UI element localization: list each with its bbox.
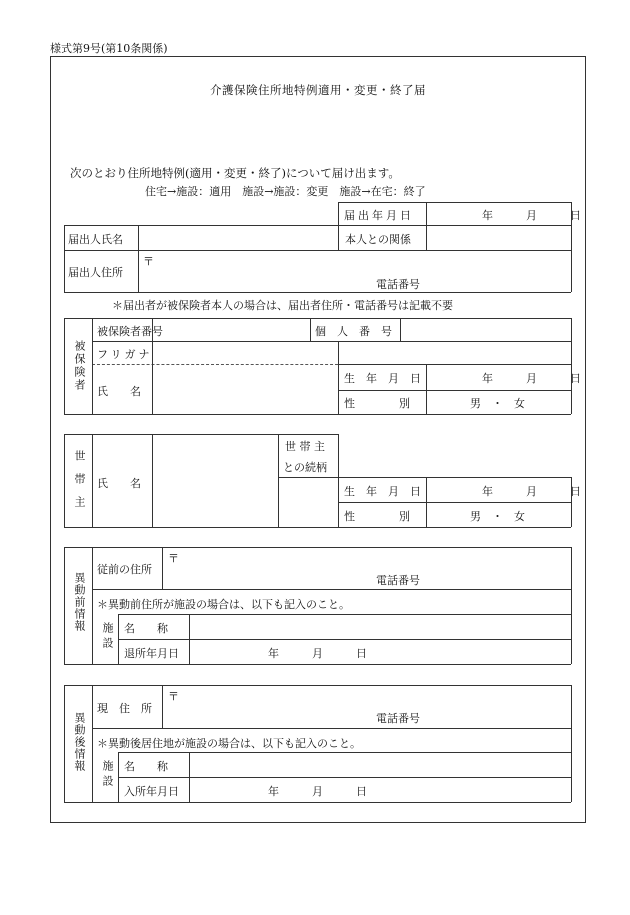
after-facility-name-label: 名 称 xyxy=(124,760,168,773)
postal-mark: 〒 xyxy=(143,255,154,268)
phone-label: 電話番号 xyxy=(376,278,420,291)
insured-name-label: 氏 名 xyxy=(97,385,141,398)
before-address-field[interactable] xyxy=(163,548,570,588)
householder-sex-label: 性 別 xyxy=(344,510,410,523)
insured-birth-value[interactable]: 年 月 日 xyxy=(482,372,581,385)
date-label: 届出年月日 xyxy=(344,209,414,222)
householder-birth-value[interactable]: 年 月 日 xyxy=(482,485,581,498)
after-date-label: 入所年月日 xyxy=(124,785,179,798)
insured-furigana-field[interactable] xyxy=(153,342,337,363)
after-address-field[interactable] xyxy=(163,686,570,727)
before-address-label: 従前の住所 xyxy=(97,563,152,576)
householder-name-label: 氏 名 xyxy=(97,477,141,490)
before-facility-name-label: 名 称 xyxy=(124,622,168,635)
applicant-address-label: 届出人住所 xyxy=(68,266,123,279)
date-value[interactable]: 年 月 日 xyxy=(482,209,581,222)
applicant-name-label: 届出人氏名 xyxy=(68,233,123,246)
after-postal-mark: 〒 xyxy=(168,690,179,703)
form-code: 様式第9号(第10条関係) xyxy=(50,42,168,55)
insured-section-label: 被保険者 xyxy=(73,340,86,392)
before-facility-label: 施設 xyxy=(101,622,114,652)
householder-relation-label-2: との続柄 xyxy=(283,461,327,474)
after-note: ＊異動後居住地が施設の場合は、以下も記入のこと。 xyxy=(97,737,361,750)
applicant-note: ＊届出者が被保険者本人の場合は、届出者住所・電話番号は記載不要 xyxy=(112,299,453,312)
insured-sex-label: 性 別 xyxy=(344,397,410,410)
householder-relation-field[interactable] xyxy=(279,478,337,526)
intro-text: 次のとおり住所地特例(適用・変更・終了)について届け出ます。 xyxy=(70,166,400,180)
form-title: 介護保険住所地特例適用・変更・終了届 xyxy=(210,83,426,97)
subnote-text: 住宅→施設：適用 施設→施設：変更 施設→在宅：終了 xyxy=(145,185,426,198)
after-date-value[interactable]: 年 月 日 xyxy=(268,785,367,798)
before-phone-label: 電話番号 xyxy=(376,574,420,587)
relation-label: 本人との関係 xyxy=(345,233,411,246)
insured-mynumber-field[interactable] xyxy=(401,319,570,340)
before-note: ＊異動前住所が施設の場合は、以下も記入のこと。 xyxy=(97,598,350,611)
insured-sex-value[interactable]: 男 ・ 女 xyxy=(470,397,525,410)
after-section-label: 異動後情報 xyxy=(73,712,86,772)
before-facility-name-field[interactable] xyxy=(190,615,570,638)
before-date-label: 退所年月日 xyxy=(124,647,179,660)
householder-name-field[interactable] xyxy=(153,435,277,526)
after-facility-label: 施設 xyxy=(101,760,114,790)
insured-furigana-label: フリガナ xyxy=(97,348,153,361)
householder-relation-label-1: 世 帯 主 xyxy=(285,440,325,453)
insured-birth-label: 生 年 月 日 xyxy=(344,372,421,385)
after-phone-label: 電話番号 xyxy=(376,712,420,725)
relation-field[interactable] xyxy=(427,226,570,249)
insured-name-field[interactable] xyxy=(153,365,337,413)
insured-number-label: 被保険者番号 xyxy=(97,325,163,338)
householder-sex-value[interactable]: 男 ・ 女 xyxy=(470,510,525,523)
applicant-address-field[interactable] xyxy=(139,251,570,291)
householder-section-label: 世帯主 xyxy=(73,450,86,519)
applicant-name-field[interactable] xyxy=(139,226,337,249)
insured-mynumber-label: 個 人 番 号 xyxy=(315,325,392,338)
after-address-label: 現 住 所 xyxy=(97,702,152,715)
after-facility-name-field[interactable] xyxy=(190,753,570,776)
before-date-value[interactable]: 年 月 日 xyxy=(268,647,367,660)
before-postal-mark: 〒 xyxy=(168,552,179,565)
insured-number-field[interactable] xyxy=(153,319,309,340)
householder-birth-label: 生 年 月 日 xyxy=(344,485,421,498)
before-section-label: 異動前情報 xyxy=(73,572,86,632)
